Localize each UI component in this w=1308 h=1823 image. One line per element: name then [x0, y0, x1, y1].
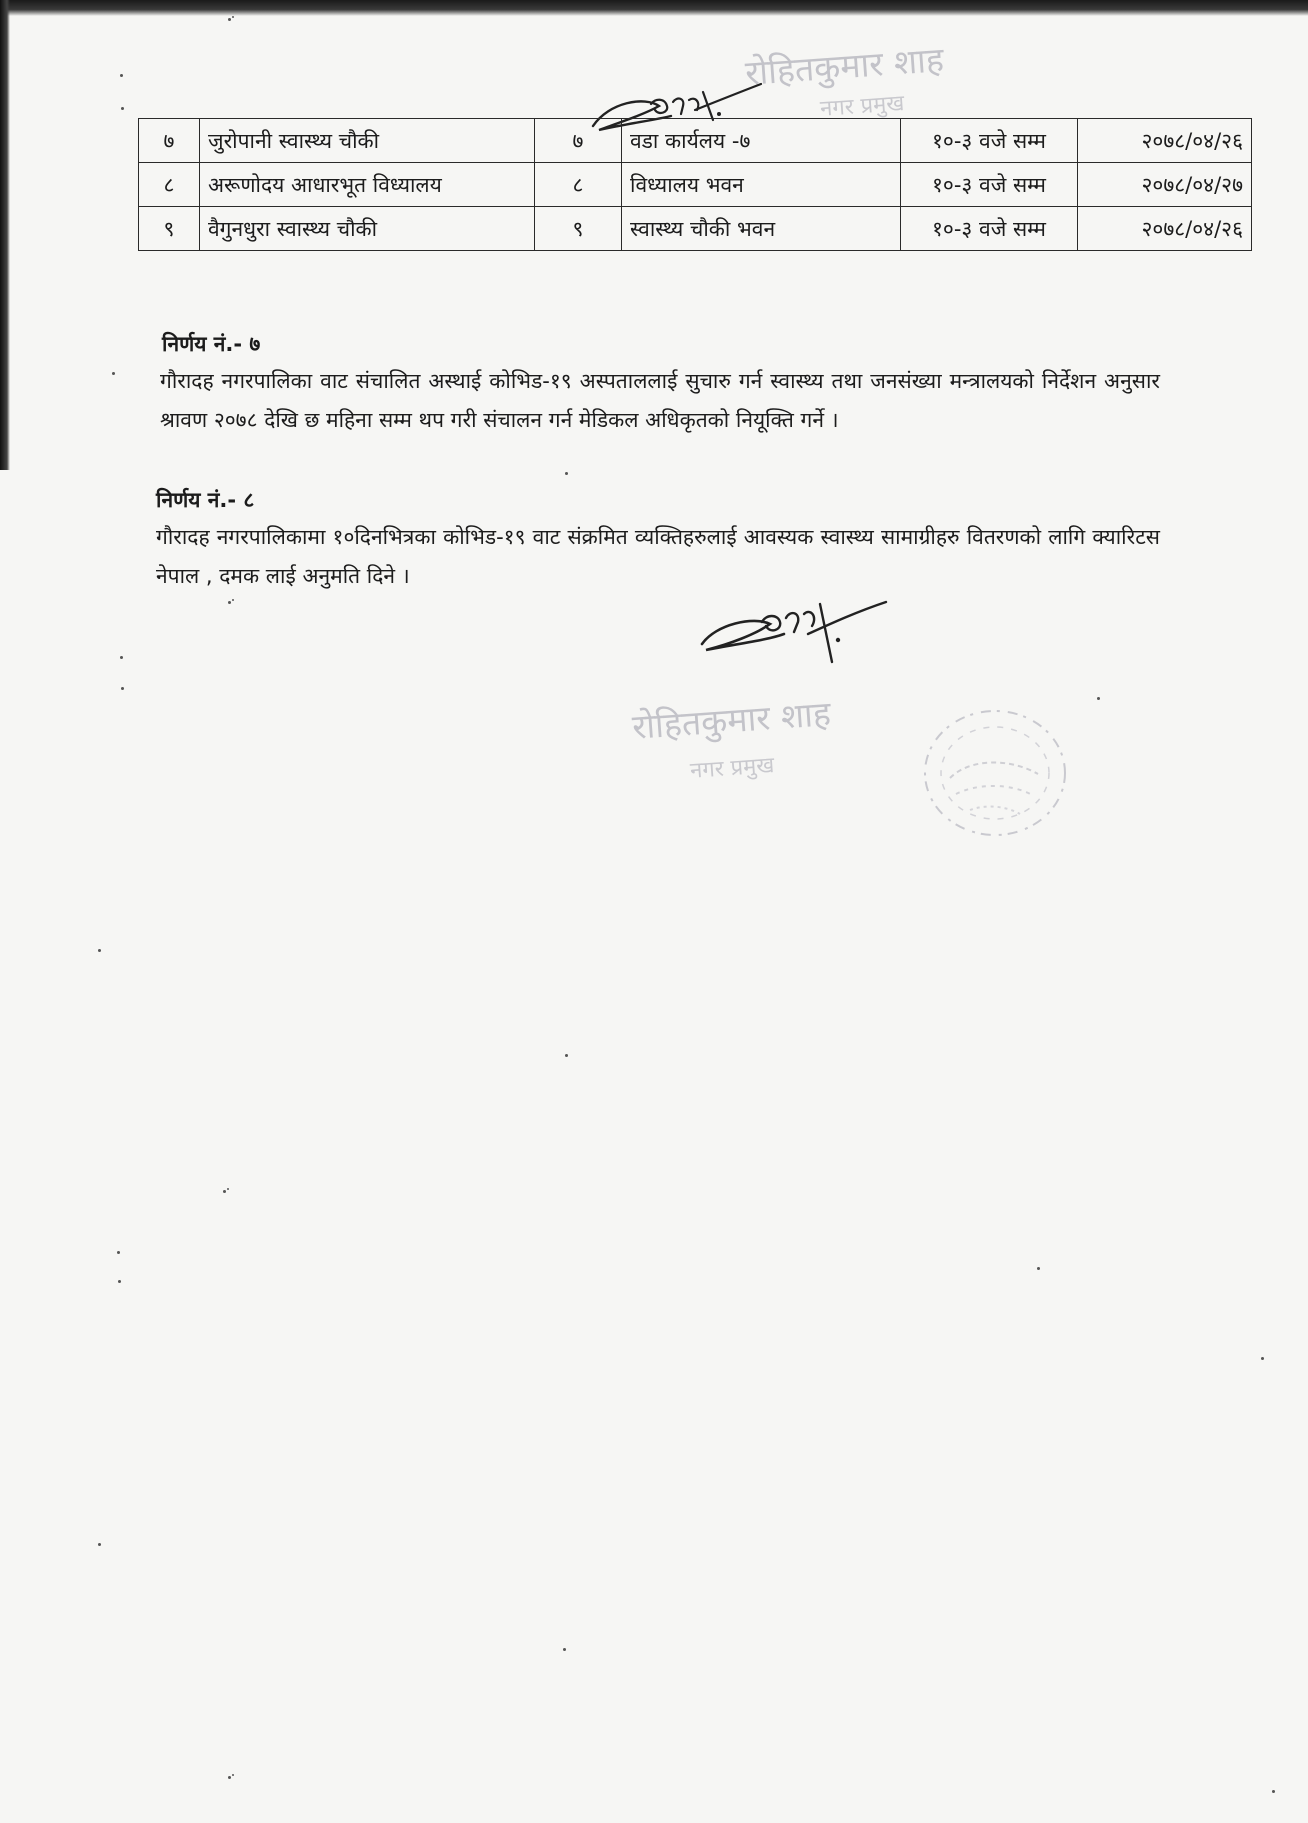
scan-speck [1097, 697, 1100, 700]
serial-number-cell: ८ [139, 163, 200, 207]
location-name-cell: जुरोपानी स्वास्थ्य चौकी [200, 119, 535, 163]
scan-speck [228, 1776, 231, 1779]
time-cell: १०-३ वजे सम्म [901, 163, 1078, 207]
scan-speck [117, 1251, 120, 1254]
scan-speck [120, 656, 123, 659]
official-seal [910, 698, 1080, 848]
date-cell: २०७८/०४/२६ [1078, 119, 1252, 163]
decision-8-heading: निर्णय नं.- ८ [156, 488, 255, 512]
scan-speck [98, 1543, 101, 1546]
table-row [139, 163, 1252, 207]
scan-speck [121, 687, 124, 690]
venue-cell: वडा कार्यलय -७ [622, 119, 901, 163]
time-cell: १०-३ वजे सम्म [901, 119, 1078, 163]
ward-number-cell: ९ [535, 207, 622, 251]
location-name-cell: वैगुनधुरा स्वास्थ्य चौकी [200, 207, 535, 251]
venue-cell: विध्यालय भवन [622, 163, 901, 207]
scan-speck [121, 107, 124, 110]
decision-7-heading: निर्णय नं.- ७ [162, 332, 261, 356]
ward-number-cell: ७ [535, 119, 622, 163]
scan-speck [98, 949, 101, 952]
serial-number-cell: ९ [139, 207, 200, 251]
table-row [139, 207, 1252, 251]
scan-speck [1272, 1790, 1275, 1793]
stamp-name-bottom: रोहितकुमार शाह [630, 694, 833, 748]
decision-7-text: गौरादह नगरपालिका वाट संचालित अस्थाई कोभिड-१९ अस्पताललाई सुचारु गर्न स्वास्थ्य तथा जनसंख्या मन्त्रालयको निर्देशन अनुसार श्रावण २०७८ देखि छ महिना सम्म थप गरी संचालन गर्न मेडिकल अधिकृतको नियूक्ति गर्ने । [160, 369, 1160, 432]
scan-speck [228, 18, 231, 21]
stamp-title-bottom: नगर प्रमुख [689, 753, 776, 784]
scan-speck [118, 1280, 121, 1283]
scan-speck [565, 1054, 568, 1057]
scan-speck [112, 372, 115, 375]
scan-speck [120, 74, 123, 77]
date-cell: २०७८/०४/२६ [1078, 207, 1252, 251]
stamp-name-top: रोहितकुमार शाह [743, 40, 946, 94]
signature-bottom [690, 594, 890, 676]
scan-speck [1037, 1267, 1040, 1270]
stamp-title-top: नगर प्रमुख [819, 91, 906, 122]
health-post-schedule-table [138, 118, 1252, 251]
table-row [139, 119, 1252, 163]
serial-number-cell: ७ [139, 119, 200, 163]
venue-cell: स्वास्थ्य चौकी भवन [622, 207, 901, 251]
time-cell: १०-३ वजे सम्म [901, 207, 1078, 251]
location-name-cell: अरूणोदय आधारभूत विध्यालय [200, 163, 535, 207]
scan-speck [565, 472, 568, 475]
scan-left-shadow [0, 0, 10, 470]
date-cell: २०७८/०४/२७ [1078, 163, 1252, 207]
scan-speck [223, 1190, 226, 1193]
scan-speck [563, 1648, 566, 1651]
scan-speck [228, 601, 231, 604]
decision-8-text: गौरादह नगरपालिकामा १०दिनभित्रका कोभिड-१९ वाट संक्रमित व्यक्तिहरुलाई आवस्यक स्वास्थ्य सामाग्रीहरु वितरणको लागि क्यारिटस नेपाल , दमक लाई अनुमति दिने । [156, 525, 1160, 588]
ward-number-cell: ८ [535, 163, 622, 207]
scan-speck [1261, 1357, 1264, 1360]
scan-top-shadow [0, 0, 1308, 16]
